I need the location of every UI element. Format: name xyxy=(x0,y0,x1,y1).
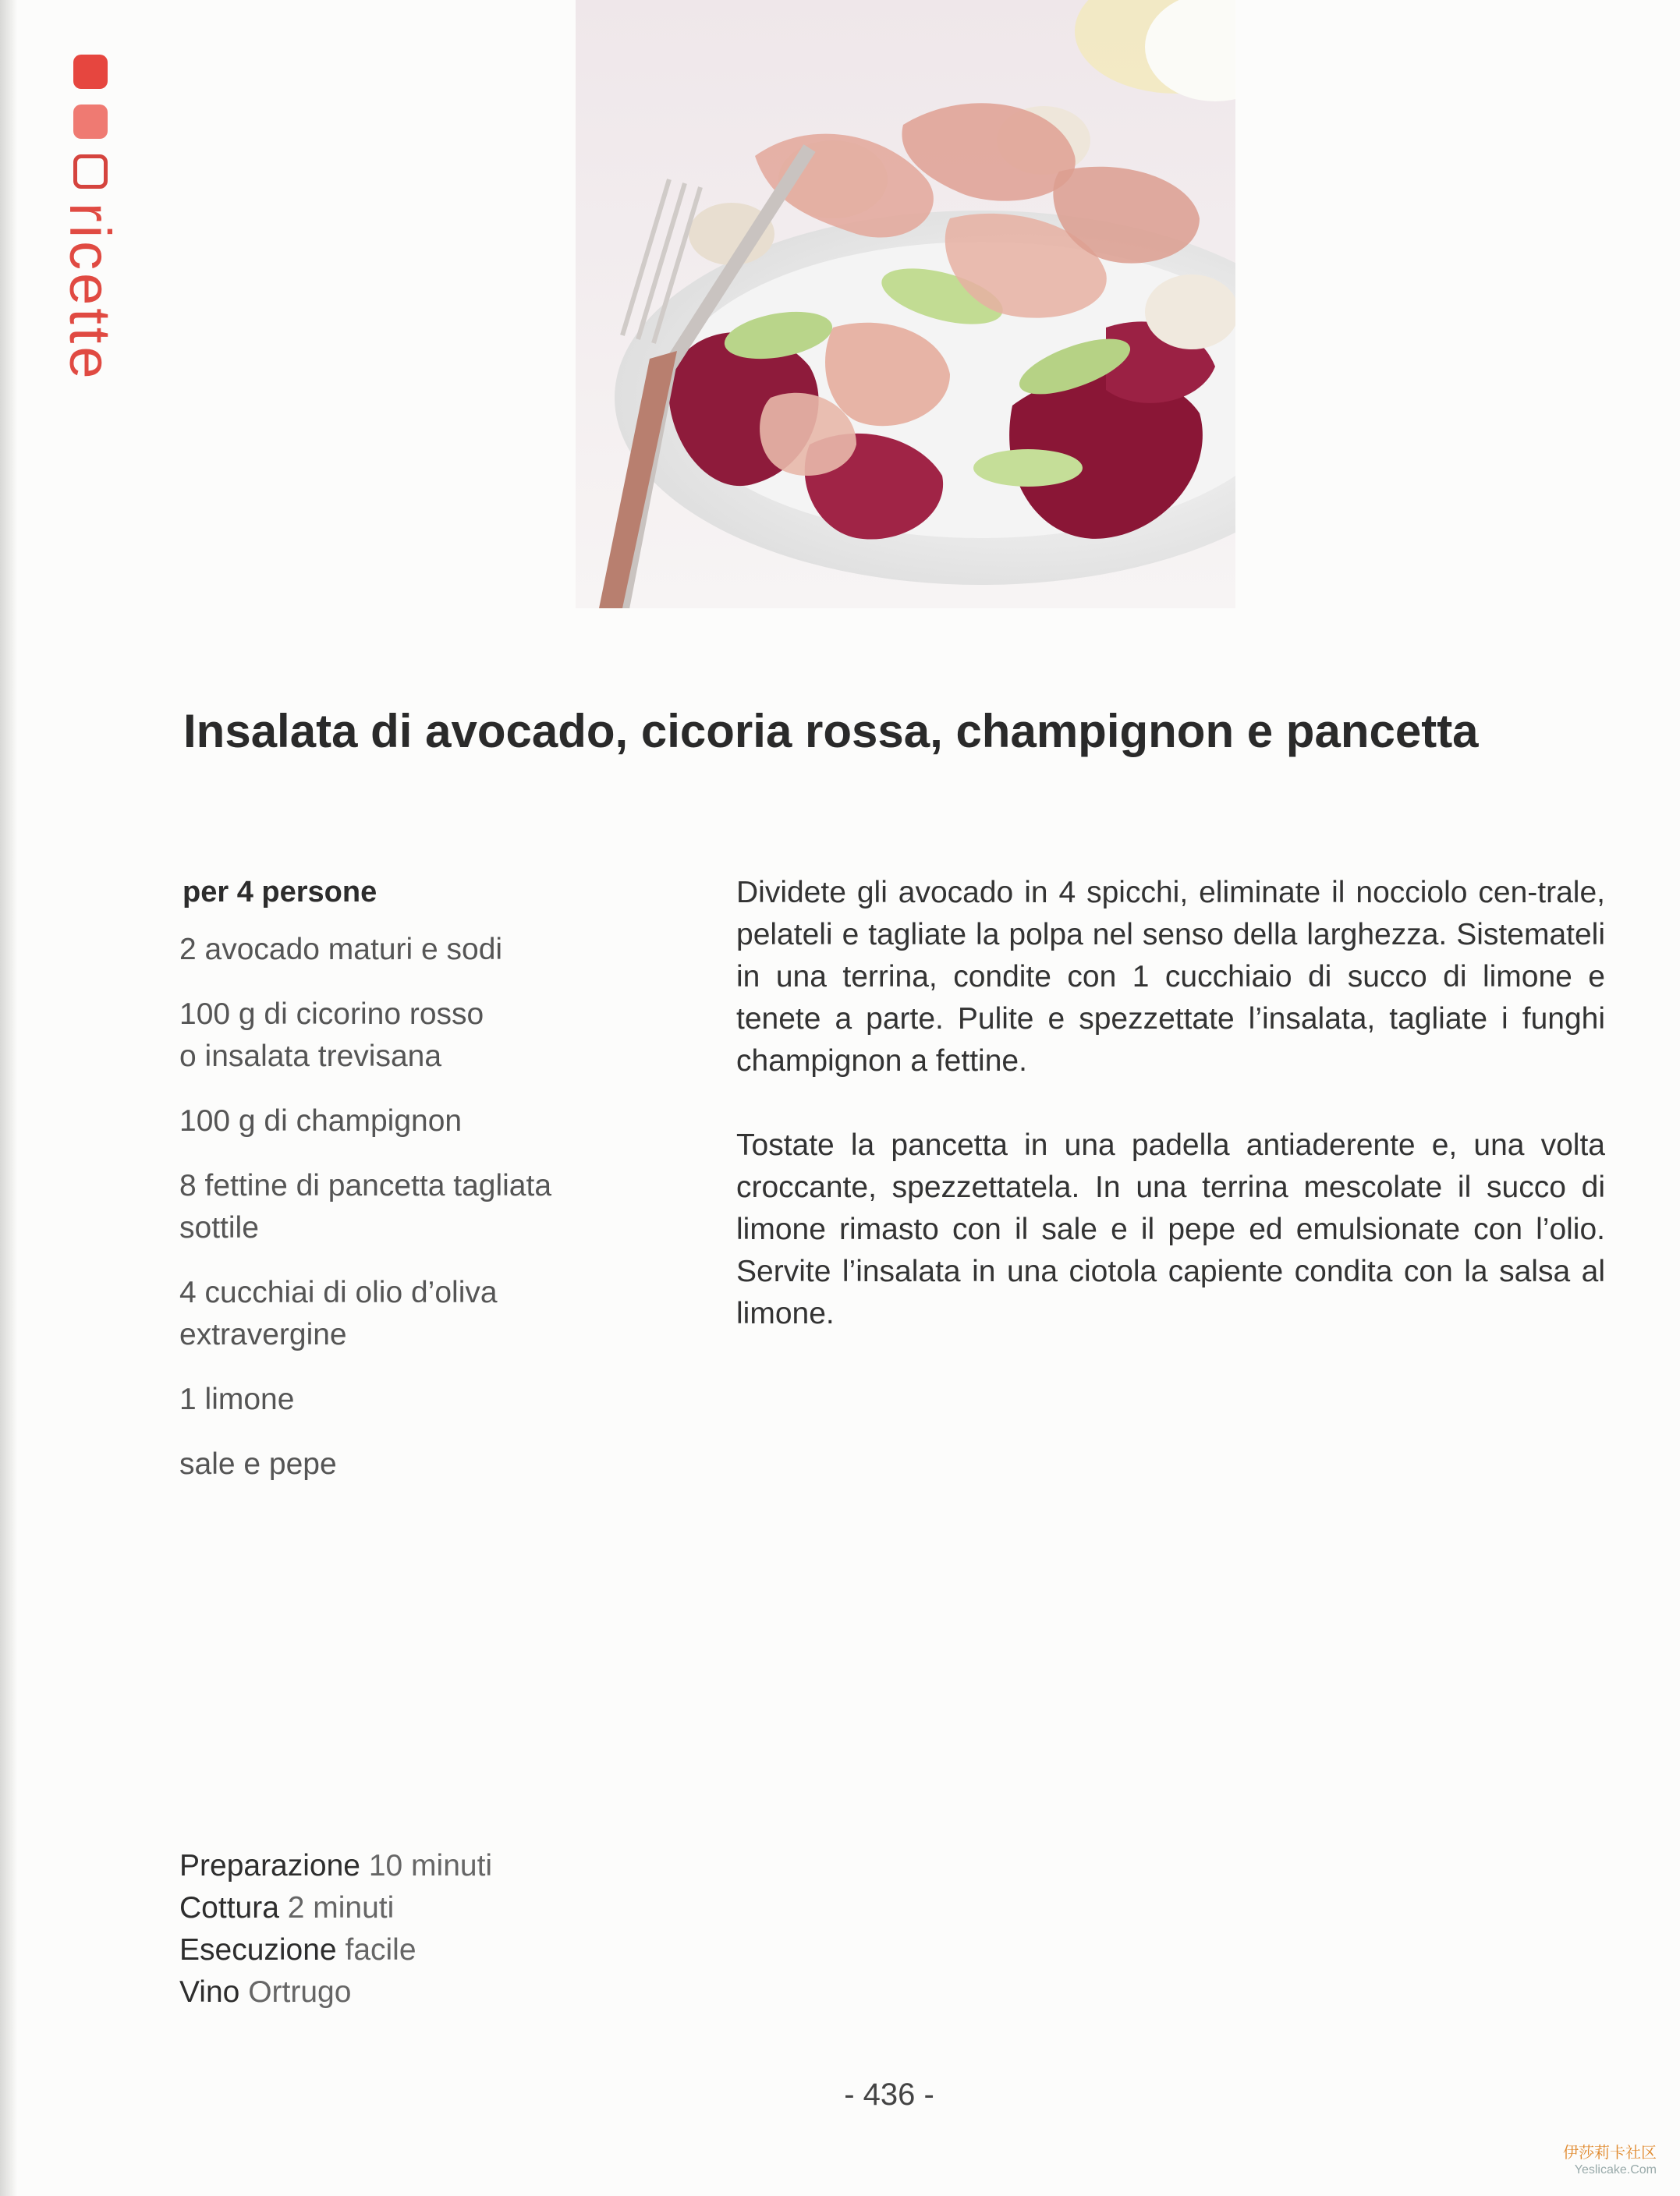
section-dot-light-icon xyxy=(73,104,108,139)
info-label: Esecuzione xyxy=(179,1933,337,1967)
watermark-text: 伊莎莉卡社区 xyxy=(1563,2144,1657,2162)
section-tag xyxy=(58,55,122,460)
ingredient-item: 4 cucchiai di olio d’oliva extravergine xyxy=(179,1276,498,1352)
ingredient-item: 8 fettine di pancetta tagliata sottile xyxy=(179,1169,552,1245)
section-label: ricette xyxy=(58,203,122,382)
info-value: 10 minuti xyxy=(368,1849,493,1883)
page-number: - 436 - xyxy=(844,2077,934,2112)
info-label: Preparazione xyxy=(179,1849,360,1883)
method-paragraph: Tostate la pancetta in una padella antiaderente e, una volta croccante, spezzettatela. In una terrina mescolate il succo di limone rimasto con il sale e il pepe ed emulsionate con l’olio. Servite l’insalata in una ciotola capiente condita con la salsa al limone. xyxy=(736,1128,1605,1330)
page-binding-shadow xyxy=(0,0,17,2196)
section-dot-outline-icon xyxy=(73,154,108,189)
method-column xyxy=(736,872,1605,1377)
servings-label: per 4 persone xyxy=(183,876,377,909)
info-value: Ortrugo xyxy=(248,1975,352,2009)
ingredient-item: sale e pepe xyxy=(179,1447,337,1482)
ingredient-item: 100 g di cicorino rosso o insalata trevisana xyxy=(179,997,484,1074)
ingredient-item: 100 g di champignon xyxy=(179,1104,463,1139)
info-value: facile xyxy=(345,1933,416,1967)
recipe-title: Insalata di avocado, cicoria rossa, champignon e pancetta xyxy=(183,705,1479,757)
info-row-wine xyxy=(179,1971,881,2014)
ingredient-item: 2 avocado maturi e sodi xyxy=(179,933,503,967)
method-paragraph: Dividete gli avocado in 4 spicchi, eliminate il nocciolo cen-trale, pelateli e tagliate la polpa nel senso della larghezza. Sistemateli in una terrina, condite con 1 cucchiaio di succo di limone e tenete a parte. Pulite e spezzettate l’insalata, tagliate i funghi champignon a fettine. xyxy=(736,876,1605,1078)
recipe-info xyxy=(179,1845,881,2014)
info-row-difficulty xyxy=(179,1929,881,1971)
section-dot-filled-icon xyxy=(73,55,108,89)
info-value: 2 minuti xyxy=(287,1891,395,1925)
recipe-photo xyxy=(576,0,1235,608)
ingredients-column xyxy=(179,873,679,1508)
ingredient-item: 1 limone xyxy=(179,1383,295,1417)
watermark xyxy=(1485,2144,1657,2177)
ingredients-list xyxy=(179,929,679,1486)
info-label: Cottura xyxy=(179,1891,279,1925)
watermark-url: Yeslicake.Com xyxy=(1574,2162,1657,2177)
info-row-preparation xyxy=(179,1845,881,1887)
info-label: Vino xyxy=(179,1975,240,2009)
info-row-cooking xyxy=(179,1887,881,1929)
